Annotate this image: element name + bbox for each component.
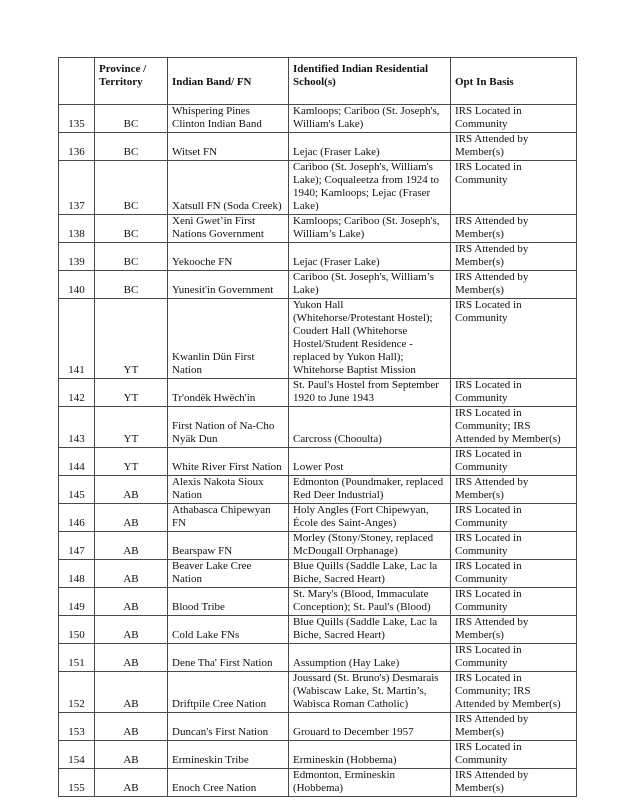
- row-number-cell: 140: [59, 271, 95, 299]
- table-row: [59, 215, 577, 243]
- schools-cell: Lejac (Fraser Lake): [289, 133, 451, 161]
- opt-in-cell: IRS Located in Community: [451, 504, 577, 532]
- schools-cell: Blue Quills (Saddle Lake, Lac la Biche, Sacred Heart): [289, 560, 451, 588]
- band-cell: Duncan's First Nation: [168, 713, 289, 741]
- table-row: [59, 379, 577, 407]
- header-opt-in-basis: Opt In Basis: [451, 58, 577, 105]
- table-row: [59, 133, 577, 161]
- opt-in-cell: IRS Attended by Member(s): [451, 271, 577, 299]
- table-row: [59, 560, 577, 588]
- province-cell: YT: [95, 379, 168, 407]
- province-cell: AB: [95, 532, 168, 560]
- schools-cell: Kamloops; Cariboo (St. Joseph's, William’s Lake): [289, 215, 451, 243]
- province-cell: AB: [95, 560, 168, 588]
- schools-cell: Edmonton, Ermineskin (Hobbema): [289, 769, 451, 797]
- row-number-cell: 145: [59, 476, 95, 504]
- row-number-cell: 146: [59, 504, 95, 532]
- province-cell: AB: [95, 504, 168, 532]
- band-cell: Bearspaw FN: [168, 532, 289, 560]
- schools-cell: Carcross (Chooulta): [289, 407, 451, 448]
- opt-in-cell: IRS Attended by Member(s): [451, 713, 577, 741]
- header-province-territory: Province / Territory: [95, 58, 168, 105]
- row-number-cell: 135: [59, 105, 95, 133]
- row-number-cell: 152: [59, 672, 95, 713]
- table-row: [59, 672, 577, 713]
- schools-cell: Grouard to December 1957: [289, 713, 451, 741]
- province-cell: BC: [95, 105, 168, 133]
- opt-in-cell: IRS Attended by Member(s): [451, 616, 577, 644]
- province-cell: BC: [95, 133, 168, 161]
- opt-in-cell: IRS Attended by Member(s): [451, 476, 577, 504]
- row-number-cell: 137: [59, 161, 95, 215]
- opt-in-cell: IRS Attended by Member(s): [451, 133, 577, 161]
- row-number-cell: 142: [59, 379, 95, 407]
- row-number-cell: 153: [59, 713, 95, 741]
- band-cell: Athabasca Chipewyan FN: [168, 504, 289, 532]
- row-number-cell: 148: [59, 560, 95, 588]
- table-row: [59, 105, 577, 133]
- schools-cell: Kamloops; Cariboo (St. Joseph's, William's Lake): [289, 105, 451, 133]
- row-number-cell: 143: [59, 407, 95, 448]
- band-cell: Driftpile Cree Nation: [168, 672, 289, 713]
- band-cell: Xatsull FN (Soda Creek): [168, 161, 289, 215]
- opt-in-basis-table: [58, 57, 577, 797]
- row-number-cell: 150: [59, 616, 95, 644]
- band-cell: Enoch Cree Nation: [168, 769, 289, 797]
- row-number-cell: 154: [59, 741, 95, 769]
- opt-in-cell: IRS Located in Community: [451, 560, 577, 588]
- schools-cell: Ermineskin (Hobbema): [289, 741, 451, 769]
- schools-cell: Assumption (Hay Lake): [289, 644, 451, 672]
- province-cell: BC: [95, 215, 168, 243]
- opt-in-cell: IRS Located in Community: [451, 741, 577, 769]
- row-number-cell: 136: [59, 133, 95, 161]
- table-row: [59, 741, 577, 769]
- row-number-cell: 155: [59, 769, 95, 797]
- province-cell: AB: [95, 713, 168, 741]
- opt-in-cell: IRS Located in Community: [451, 379, 577, 407]
- opt-in-cell: IRS Located in Community: [451, 588, 577, 616]
- row-number-cell: 141: [59, 299, 95, 379]
- table-row: [59, 271, 577, 299]
- table-row: [59, 243, 577, 271]
- schools-cell: St. Paul's Hostel from September 1920 to June 1943: [289, 379, 451, 407]
- band-cell: Yekooche FN: [168, 243, 289, 271]
- schools-cell: Lower Post: [289, 448, 451, 476]
- band-cell: Ermineskin Tribe: [168, 741, 289, 769]
- province-cell: AB: [95, 588, 168, 616]
- band-cell: Dene Tha' First Nation: [168, 644, 289, 672]
- table-body: [59, 105, 577, 797]
- band-cell: White River First Nation: [168, 448, 289, 476]
- opt-in-cell: IRS Located in Community: [451, 105, 577, 133]
- province-cell: BC: [95, 271, 168, 299]
- table-row: [59, 161, 577, 215]
- band-cell: Witset FN: [168, 133, 289, 161]
- row-number-cell: 149: [59, 588, 95, 616]
- opt-in-cell: IRS Located in Community: [451, 644, 577, 672]
- schools-cell: Morley (Stony/Stoney, replaced McDougall Orphanage): [289, 532, 451, 560]
- table-row: [59, 476, 577, 504]
- province-cell: YT: [95, 448, 168, 476]
- row-number-cell: 138: [59, 215, 95, 243]
- opt-in-cell: IRS Attended by Member(s): [451, 769, 577, 797]
- province-cell: AB: [95, 769, 168, 797]
- band-cell: Blood Tribe: [168, 588, 289, 616]
- province-cell: AB: [95, 616, 168, 644]
- opt-in-cell: IRS Located in Community: [451, 161, 577, 215]
- opt-in-cell: IRS Located in Community; IRS Attended by Member(s): [451, 672, 577, 713]
- province-cell: AB: [95, 672, 168, 713]
- band-cell: Beaver Lake Cree Nation: [168, 560, 289, 588]
- province-cell: BC: [95, 243, 168, 271]
- header-identified-residential-schools: Identified Indian Residential School(s): [289, 58, 451, 105]
- row-number-cell: 144: [59, 448, 95, 476]
- band-cell: Cold Lake FNs: [168, 616, 289, 644]
- province-cell: AB: [95, 476, 168, 504]
- band-cell: Kwanlin Dün First Nation: [168, 299, 289, 379]
- schools-cell: Holy Angles (Fort Chipewyan, École des Saint-Anges): [289, 504, 451, 532]
- schools-cell: Lejac (Fraser Lake): [289, 243, 451, 271]
- band-cell: Whispering Pines Clinton Indian Band: [168, 105, 289, 133]
- province-cell: BC: [95, 161, 168, 215]
- schools-cell: Joussard (St. Bruno's) Desmarais (Wabiscaw Lake, St. Martin’s, Wabisca Roman Catholic): [289, 672, 451, 713]
- table-row: [59, 644, 577, 672]
- province-cell: AB: [95, 741, 168, 769]
- schools-cell: Yukon Hall (Whitehorse/Protestant Hostel); Coudert Hall (Whitehorse Hostel/Student Residence - replaced by Yukon Hall); Whitehorse Baptist Mission: [289, 299, 451, 379]
- band-cell: Xeni Gwet’in First Nations Government: [168, 215, 289, 243]
- opt-in-cell: IRS Located in Community; IRS Attended by Member(s): [451, 407, 577, 448]
- table-row: [59, 299, 577, 379]
- row-number-cell: 147: [59, 532, 95, 560]
- province-cell: AB: [95, 644, 168, 672]
- band-cell: Tr'ondëk Hwëch'in: [168, 379, 289, 407]
- band-cell: Yunesit'in Government: [168, 271, 289, 299]
- opt-in-cell: IRS Attended by Member(s): [451, 243, 577, 271]
- table-row: [59, 448, 577, 476]
- table-row: [59, 407, 577, 448]
- opt-in-cell: IRS Located in Community: [451, 448, 577, 476]
- opt-in-cell: IRS Attended by Member(s): [451, 215, 577, 243]
- table-row: [59, 616, 577, 644]
- province-cell: YT: [95, 299, 168, 379]
- schools-cell: St. Mary's (Blood, Immaculate Conception); St. Paul's (Blood): [289, 588, 451, 616]
- row-number-cell: 139: [59, 243, 95, 271]
- schools-cell: Edmonton (Poundmaker, replaced Red Deer Industrial): [289, 476, 451, 504]
- schools-cell: Cariboo (St. Joseph's, William's Lake); Coqualeetza from 1924 to 1940; Kamloops; Lejac (Fraser Lake): [289, 161, 451, 215]
- header-row-number: [59, 58, 95, 105]
- header-row: [59, 58, 577, 105]
- opt-in-cell: IRS Located in Community: [451, 299, 577, 379]
- table-row: [59, 504, 577, 532]
- table-row: [59, 588, 577, 616]
- table-header: [59, 58, 577, 105]
- table-row: [59, 532, 577, 560]
- table-row: [59, 713, 577, 741]
- row-number-cell: 151: [59, 644, 95, 672]
- opt-in-cell: IRS Located in Community: [451, 532, 577, 560]
- band-cell: Alexis Nakota Sioux Nation: [168, 476, 289, 504]
- table-row: [59, 769, 577, 797]
- province-cell: YT: [95, 407, 168, 448]
- schools-cell: Blue Quills (Saddle Lake, Lac la Biche, Sacred Heart): [289, 616, 451, 644]
- header-indian-band-fn: Indian Band/ FN: [168, 58, 289, 105]
- band-cell: First Nation of Na-Cho Nyäk Dun: [168, 407, 289, 448]
- schools-cell: Cariboo (St. Joseph's, William’s Lake): [289, 271, 451, 299]
